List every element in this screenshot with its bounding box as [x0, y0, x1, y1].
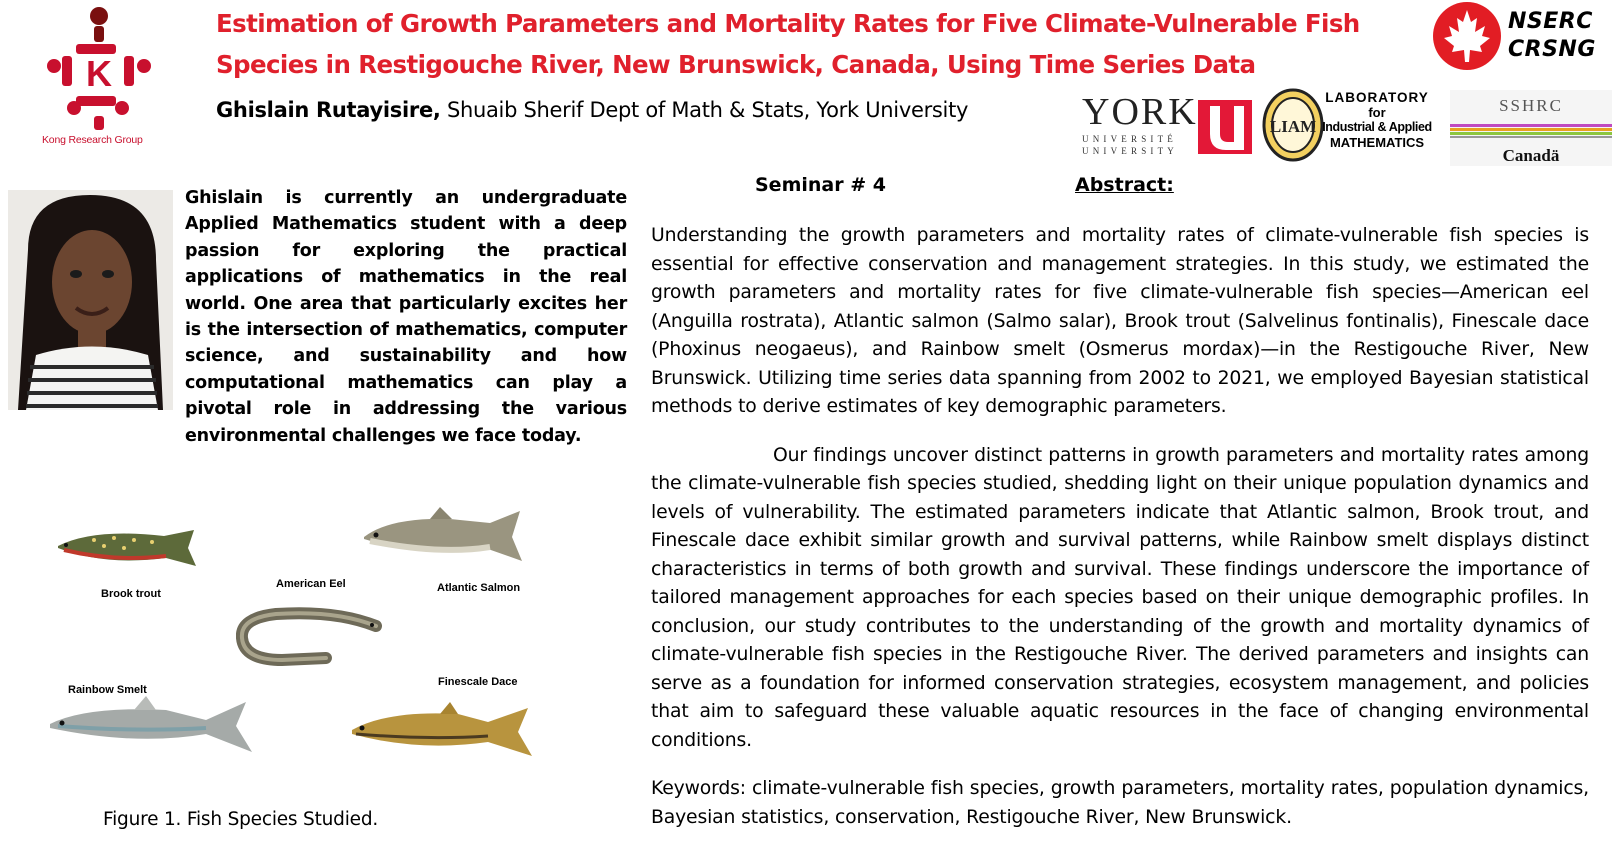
nserc-line: NSERC: [1508, 9, 1593, 34]
canada-wordmark: Canadä: [1502, 146, 1560, 165]
york-u-logo-icon: [1198, 100, 1252, 154]
liam-industrial-applied: Industrial & Applied: [1322, 120, 1432, 134]
sshrc-wordmark: SSHRC: [1499, 96, 1563, 115]
poster-title: Estimation of Growth Parameters and Mortality Rates for Five Climate-Vulnerable Fish Species in Restigouche River, New Brunswick, Canada, Using Time Series Data: [216, 9, 1360, 79]
author-name: Ghislain Rutayisire,: [216, 98, 441, 122]
crsng-line: CRSNG: [1508, 37, 1596, 62]
atlantic-salmon-label: Atlantic Salmon: [437, 582, 521, 594]
american-eel-image: [236, 596, 384, 668]
finescale-dace-image: [348, 700, 540, 762]
figure-caption: Figure 1. Fish Species Studied.: [103, 809, 379, 830]
abstract-paragraph-1: Understanding the growth parameters and mortality rates of climate-vulnerable fish species is essential for effective conservation and management strategies. In this study, we estimated the growth parameters and mortality rates for five climate-vulnerable fish species—American eel (Anguilla rostrata), Atlantic salmon (Salmo salar), Brook trout (Salvelinus fontinalis), Finescale dace (Phoxinus neogaeus), and Rainbow smelt (Osmerus mordax)—in the Restigouche River, New Brunswick. Utilizing time series data spanning from 2002 to 2021, we employed Bayesian statistical methods to derive estimates of key demographic parameters.: [651, 225, 1589, 417]
rainbow-smelt-image: [46, 694, 262, 756]
profile-photo: [8, 190, 173, 410]
author-affiliation: Shuaib Sherif Dept of Math & Stats, York University: [440, 98, 969, 122]
liam-seal-icon: [1262, 88, 1324, 162]
abstract-paragraph-2: Our findings uncover distinct patterns in growth parameters and mortality rates among the climate-vulnerable fish species studied, shedding light on their unique population dynamics and levels of vulnerability. The estimated parameters indicate that Atlantic salmon, Brook trout, and Finescale dace exhibit similar growth and survival patterns, while Rainbow smelt displays distinct characteristics in terms of both growth and survival. These findings underscore the importance of tailored management approaches for each species based on their unique demographic profiles. In conclusion, our study contributes to the understanding of the growth and mortality dynamics of climate-vulnerable fish species in the Restigouche River. The derived parameters and insights can serve as a foundation for informed conservation strategies, ecosystem management, and policies that aim to safeguard these valuable aquatic resources in the face of changing environmental conditions.: [651, 444, 1589, 751]
york-subtext: [1082, 133, 1178, 157]
seminar-number: Seminar # 4: [755, 174, 886, 196]
kong-logo-caption: Kong Research Group: [42, 134, 143, 146]
liam-laboratory: LABORATORY: [1325, 90, 1429, 105]
abstract-keywords: Keywords: climate-vulnerable fish species, growth parameters, mortality rates, population dynamics, Bayesian statistics, conservation, Restigouche River, New Brunswick.: [651, 778, 1589, 828]
nserc-wordmark: [1508, 8, 1596, 64]
brook-trout-image: [54, 522, 216, 572]
york-university: UNIVERSITY: [1082, 146, 1178, 156]
american-eel-label: American Eel: [276, 578, 346, 590]
bio-text: Ghislain is currently an undergraduate Applied Mathematics student with a deep passion for exploring the practical applications of mathematics in the real world. One area that particularly excites her is the intersection of mathematics, computer science, and sustainability and how computational mathematics can play a pivotal role in addressing the various environmental challenges we face today.: [185, 188, 627, 446]
liam-mathematics: MATHEMATICS: [1329, 135, 1425, 150]
abstract-body: [651, 222, 1589, 852]
york-wordmark: YORK: [1082, 91, 1198, 133]
liam-seal-text: LIAM: [1269, 117, 1317, 136]
kong-logo-letter: K: [86, 53, 112, 94]
nserc-maple-leaf-icon: [1432, 0, 1502, 72]
liam-wordmark: [1322, 90, 1432, 150]
finescale-dace-label: Finescale Dace: [438, 676, 518, 688]
rainbow-smelt-label: Rainbow Smelt: [68, 684, 147, 696]
abstract-heading: Abstract:: [1075, 174, 1174, 196]
atlantic-salmon-image: [360, 505, 532, 565]
brook-trout-label: Brook trout: [101, 588, 161, 600]
liam-for: for: [1368, 105, 1386, 120]
york-universite: UNIVERSITÉ: [1082, 134, 1177, 144]
kong-research-group-logo: [34, 4, 164, 144]
author-line: [216, 98, 968, 122]
